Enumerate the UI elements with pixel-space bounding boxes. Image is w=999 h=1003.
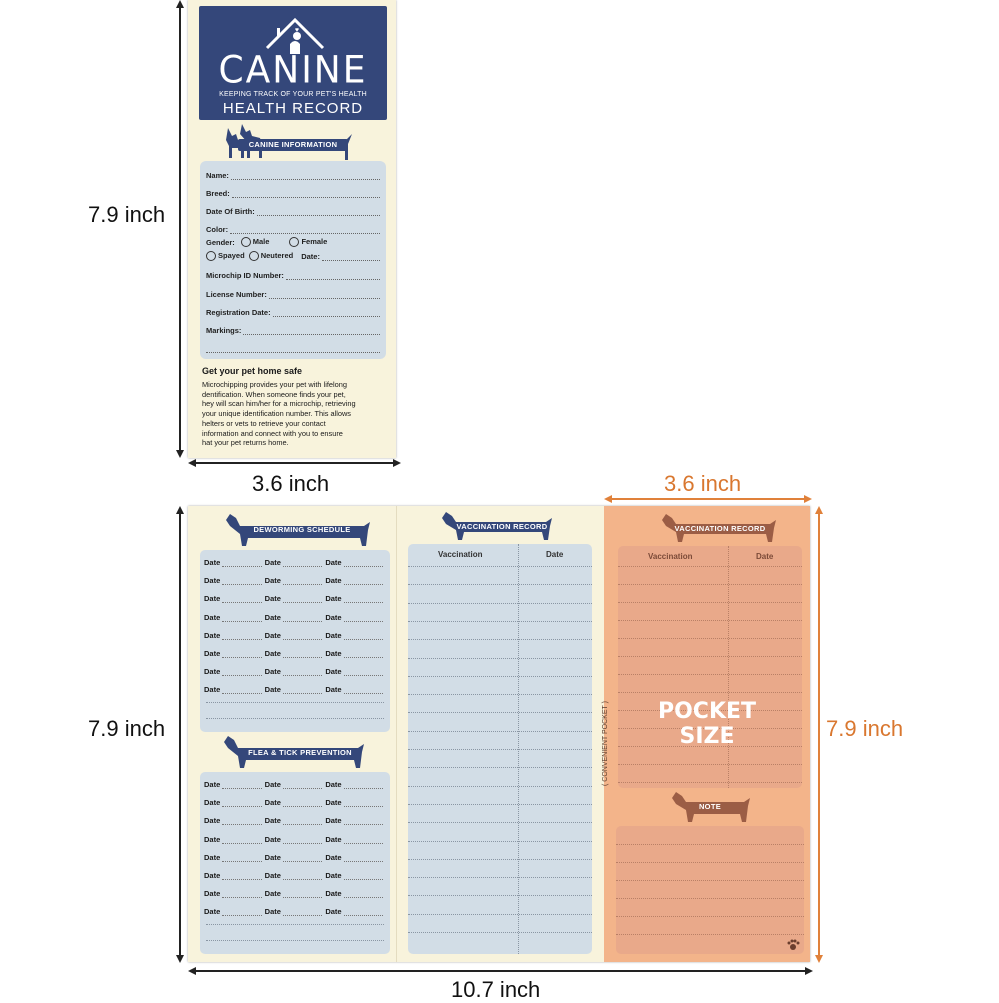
date-cell[interactable] [204,798,265,807]
vaccination-table-row[interactable] [408,584,592,586]
date-label: Date [264,630,281,640]
markings-field[interactable]: Markings: [206,326,380,335]
vaccination-heading: VACCINATION RECORD [456,522,548,531]
note-heading: NOTE [698,802,722,811]
date-label: Date [325,667,342,677]
vaccination-table-row[interactable] [408,603,592,605]
flea-tick-row [204,907,386,916]
arrow-left-icon [188,459,196,467]
gender-row: Gender: Male Female [206,237,328,248]
date-cell[interactable] [265,835,326,844]
flea-tick-row [204,780,386,789]
deworming-row [204,685,386,694]
pocket-vaccination-heading: VACCINATION RECORD [674,524,766,533]
date-cell[interactable] [325,613,386,622]
pocket-vaccination-column-header: Vaccination [648,552,693,561]
vaccination-table-row[interactable] [408,749,592,751]
convenient-pocket-panel [604,506,810,962]
date-label: Date [204,594,221,604]
paw-print-icon [786,938,800,952]
flea-tick-row [204,798,386,807]
date-cell[interactable] [204,816,265,825]
pocket-table-row[interactable] [618,638,802,640]
blank-line[interactable] [206,940,384,942]
color-field[interactable]: Color: [206,225,380,234]
date-label: Date [204,798,221,808]
pocket-table-row[interactable] [618,656,802,658]
vaccination-table-row[interactable] [408,731,592,733]
date-cell[interactable] [325,798,386,807]
pocket-height-dimension-line [818,511,820,957]
date-cell[interactable] [325,649,386,658]
safe-heading: Get your pet home safe [202,366,303,376]
arrow-down-icon [176,955,184,963]
date-label: Date [204,889,221,899]
arrow-left-icon [604,495,612,503]
vaccination-table-row[interactable] [408,786,592,788]
date-label: Date [204,612,221,622]
date-cell[interactable] [204,853,265,862]
pocket-table-row[interactable] [618,620,802,622]
blank-line[interactable] [206,702,384,704]
pocket-table-row[interactable] [618,566,802,568]
date-cell[interactable] [204,889,265,898]
date-label: Date [204,558,221,567]
date-label: Date [264,558,281,567]
date-label: Date [325,630,342,640]
note-line[interactable] [616,844,804,846]
date-label: Date [264,889,281,899]
date-cell[interactable] [265,853,326,862]
vaccination-table-row[interactable] [408,566,592,568]
date-cell[interactable] [204,907,265,916]
date-label: Date [264,780,281,789]
date-label: Date [204,667,221,677]
date-cell[interactable] [204,667,265,676]
flea-tick-row [204,816,386,825]
flea-tick-row [204,871,386,880]
date-label: Date [264,576,281,586]
arrow-left-icon [188,967,196,975]
license-field[interactable]: License Number: [206,290,380,299]
date-label: Date [325,649,342,658]
date-cell[interactable] [265,594,326,603]
date-label: Date [325,685,342,695]
male-radio[interactable] [241,237,251,247]
note-box[interactable] [616,826,804,954]
flea-tick-row [204,835,386,844]
date-cell[interactable] [265,780,326,789]
date-label: Date [325,889,342,899]
date-label: Date [264,852,281,862]
arrow-down-icon [815,955,823,963]
date-cell[interactable] [325,685,386,694]
note-line[interactable] [616,862,804,864]
vaccination-table-row[interactable] [408,895,592,897]
vaccination-table-row[interactable] [408,932,592,934]
date-label: Date [204,576,221,586]
canine-information-form [200,161,386,359]
vaccination-table-row[interactable] [408,639,592,641]
date-cell[interactable] [204,613,265,622]
safe-paragraph: Microchipping provides your pet with lifelong dentification. When someone finds your pet, hey will scan him/her for a microchip, retrieving your unique identification number. This allows helters or vets to retrieve your contact information and connect with you to ensure hat your pet returns home. [202,380,356,448]
date-cell[interactable] [325,631,386,640]
top-height-label: 7.9 inch [88,202,166,227]
date-label: Date [325,816,342,826]
registration-field[interactable]: Registration Date: [206,308,380,317]
date-label: Date [204,852,221,862]
date-label: Date [325,871,342,880]
note-line[interactable] [616,934,804,936]
pocket-width-label: 3.6 inch [664,471,742,496]
note-line[interactable] [616,916,804,918]
bottom-width-label: 10.7 inch [451,977,541,1002]
date-label: Date [264,907,281,917]
date-label: Date [264,685,281,695]
pocket-width-dimension-line [609,498,805,500]
date-label: Date [325,558,342,567]
bottom-height-label: 7.9 inch [88,716,166,741]
cover-tagline: KEEPING TRACK OF YOUR PET'S HEALTH [219,91,367,98]
brand-name: CANINE [218,48,368,93]
vaccination-table-row[interactable] [408,658,592,660]
pocket-size-label: POCKET SIZE [657,699,757,749]
spayed-radio[interactable] [206,251,216,261]
date-label: Date [264,816,281,826]
date-label: Date [204,871,221,880]
date-label: Date [204,649,221,658]
date-cell[interactable] [204,649,265,658]
date-label: Date [264,834,281,844]
date-cell[interactable] [204,594,265,603]
deworming-table [200,550,390,732]
dob-field[interactable]: Date Of Birth: [206,207,380,216]
name-field[interactable]: Name: [206,171,380,180]
date-label: Date [264,649,281,658]
date-label: Date [325,594,342,604]
vaccination-table-row[interactable] [408,914,592,916]
date-cell[interactable] [265,907,326,916]
arrow-up-icon [176,0,184,8]
date-cell[interactable] [325,667,386,676]
blank-line[interactable] [206,924,384,926]
date-cell[interactable] [204,835,265,844]
note-line[interactable] [616,898,804,900]
deworming-row [204,667,386,676]
vaccination-table-row[interactable] [408,694,592,696]
pocket-table-row[interactable] [618,692,802,694]
spay-neuter-row: Spayed Neutered Date: [206,251,380,261]
date-cell[interactable] [325,816,386,825]
flea-tick-heading: FLEA & TICK PREVENTION [248,748,352,757]
flea-tick-row [204,853,386,862]
pocket-vaccination-table [618,546,802,788]
deworming-row [204,576,386,585]
date-cell[interactable] [204,871,265,880]
page-fold-divider [396,506,397,962]
date-cell[interactable] [265,613,326,622]
date-cell[interactable] [204,576,265,585]
date-label: Date [264,594,281,604]
pocket-table-row[interactable] [618,584,802,586]
date-label: Date [204,816,221,826]
convenient-pocket-label: ( CONVENIENT POCKET ) [602,701,609,786]
date-cell[interactable] [265,631,326,640]
bottom-width-dimension-line [193,970,805,972]
pocket-column-divider [728,546,729,788]
date-label: Date [325,576,342,586]
vaccination-table [408,544,592,954]
date-column-header: Date [546,550,564,559]
date-label: Date [325,780,342,789]
date-cell[interactable] [265,871,326,880]
canine-information-heading: CANINE INFORMATION [238,139,348,151]
pocket-height-label: 7.9 inch [826,716,904,741]
date-label: Date [325,612,342,622]
date-label: Date [264,798,281,808]
date-cell[interactable] [265,576,326,585]
date-cell[interactable] [204,558,265,567]
vaccination-column-header: Vaccination [438,550,483,559]
date-label: Date [325,834,342,844]
arrow-right-icon [805,967,813,975]
date-cell[interactable] [204,685,265,694]
top-width-dimension-line [193,462,393,464]
date-label: Date [204,630,221,640]
pocket-table-row[interactable] [618,674,802,676]
top-height-dimension-line [179,4,181,452]
vaccination-table-row[interactable] [408,859,592,861]
vaccination-table-row[interactable] [408,804,592,806]
vaccination-table-row[interactable] [408,676,592,678]
date-label: Date [325,852,342,862]
open-booklet-spread [188,506,810,962]
date-label: Date [264,612,281,622]
date-cell[interactable] [325,780,386,789]
note-line[interactable] [616,880,804,882]
female-radio[interactable] [289,237,299,247]
date-cell[interactable] [325,835,386,844]
dog-tail-icon [338,134,352,160]
deworming-heading: DEWORMING SCHEDULE [253,525,351,534]
date-label: Date [264,871,281,880]
flea-tick-row [204,889,386,898]
svg-text:♥: ♥ [294,27,300,34]
date-cell[interactable] [325,871,386,880]
date-cell[interactable] [325,576,386,585]
arrow-right-icon [393,459,401,467]
vaccination-table-row[interactable] [408,767,592,769]
date-cell[interactable] [265,889,326,898]
cover-title-box [199,6,387,120]
microchip-field[interactable]: Microchip ID Number: [206,271,380,280]
date-cell[interactable] [325,889,386,898]
date-cell[interactable] [265,558,326,567]
date-label: Date [325,798,342,808]
deworming-row [204,594,386,603]
deworming-row [204,631,386,640]
date-cell[interactable] [265,667,326,676]
vaccination-table-row[interactable] [408,822,592,824]
date-cell[interactable] [325,558,386,567]
date-label: Date [264,667,281,677]
date-cell[interactable] [265,649,326,658]
vaccination-table-row[interactable] [408,841,592,843]
date-cell[interactable] [325,594,386,603]
arrow-right-icon [804,495,812,503]
top-width-label: 3.6 inch [252,471,330,496]
date-label: Date [204,685,221,695]
vaccination-table-row[interactable] [408,712,592,714]
date-cell[interactable] [325,853,386,862]
date-cell[interactable] [265,816,326,825]
bottom-height-dimension-line [179,511,181,957]
pocket-table-row[interactable] [618,764,802,766]
vaccination-table-row[interactable] [408,621,592,623]
flea-tick-table [200,772,390,954]
date-cell[interactable] [265,798,326,807]
date-cell[interactable] [325,907,386,916]
arrow-down-icon [176,450,184,458]
blank-line[interactable] [206,718,384,720]
arrow-up-icon [815,506,823,514]
markings-extra-line[interactable] [206,344,380,353]
date-label: Date [204,834,221,844]
pocket-table-row[interactable] [618,602,802,604]
vaccination-table-row[interactable] [408,877,592,879]
date-cell[interactable] [265,685,326,694]
pocket-table-row[interactable] [618,782,802,784]
deworming-row [204,613,386,622]
pocket-date-column-header: Date [756,552,774,561]
neutered-radio[interactable] [249,251,259,261]
date-label: Date [204,907,221,917]
cover-record-title: HEALTH RECORD [222,100,364,117]
date-cell[interactable] [204,780,265,789]
date-label: Date [325,907,342,917]
date-cell[interactable] [204,631,265,640]
deworming-row [204,558,386,567]
date-label: Date [204,780,221,789]
health-record-cover-card [188,0,396,458]
breed-field[interactable]: Breed: [206,189,380,198]
deworming-row [204,649,386,658]
arrow-up-icon [176,506,184,514]
